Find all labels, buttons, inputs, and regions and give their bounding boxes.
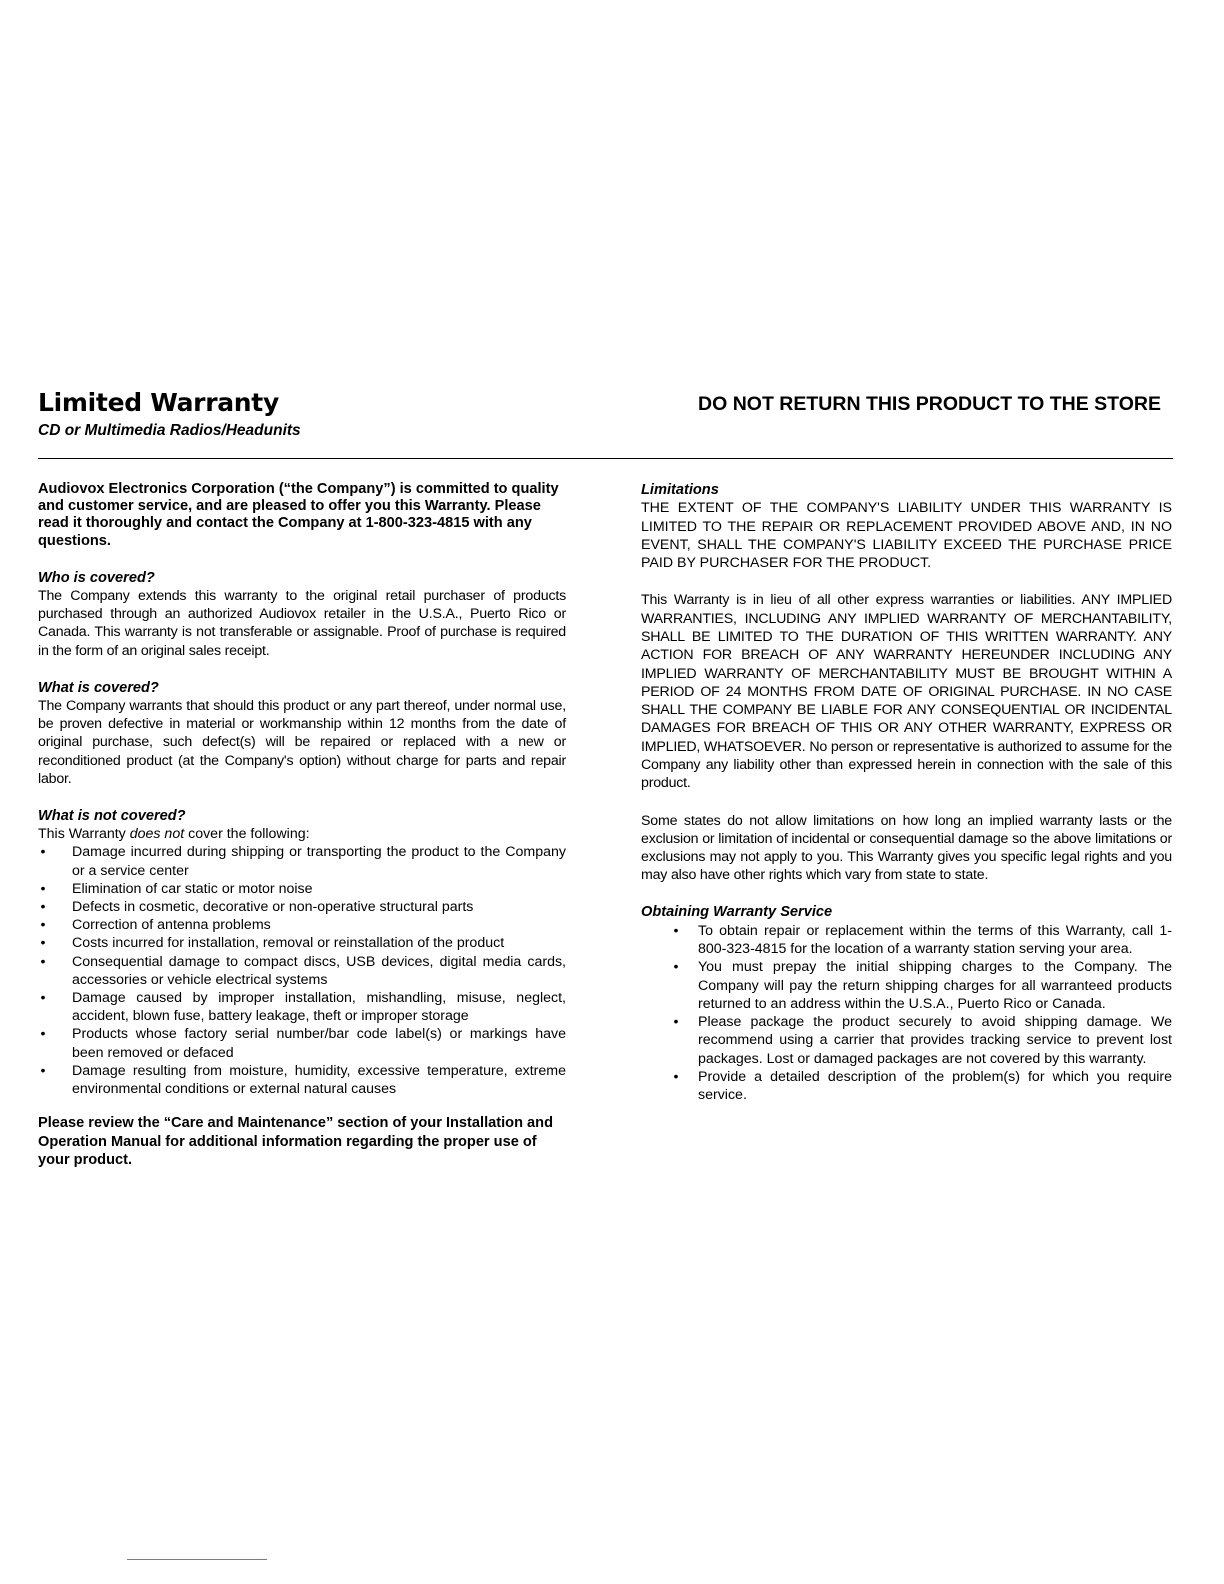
state-rights-text: Some states do not allow limitations on how long an implied warranty lasts or the exclusion or limitation of incidental or consequential damage so the above limitations or exclusions may not apply to you. This Warranty gives you specific legal rights and you may also have other rights which vary from state to state.	[641, 812, 1172, 884]
list-item-text: Please package the product securely to avoid shipping damage. We recommend using a carrier that provides tracking service to prevent lost packages. Lost or damaged packages are not covered by this warranty.	[698, 1014, 1172, 1067]
in-lieu-text: This Warranty is in lieu of all other express warranties or liabilities. ANY IMPLIED WARRANTIES, INCLUDING ANY IMPLIED WARRANTY OF MERCHANTABILITY, SHALL BE LIMITED TO THE DURATION OF THIS WRITTEN WARRANTY. ANY ACTION FOR BREACH OF ANY WARRANTY HEREUNDER INCLUDING ANY IMPLIED WARRANTY OF MERCHANTABILITY MUST BE BROUGHT WITHIN A PERIOD OF 24 MONTHS FROM DATE OF ORIGINAL PURCHASE. IN NO CASE SHALL THE COMPANY BE LIABLE FOR ANY CONSEQUENTIAL OR INCIDENTAL DAMAGES FOR BREACH OF THIS OR ANY OTHER WARRANTY, EXPRESS OR IMPLIED, WHATSOEVER. No person or representative is authorized to assume for the Company any liability other than expressed herein in connection with the sale of this product.	[641, 592, 1172, 792]
not-covered-emphasis: does not	[129, 826, 185, 843]
not-covered-lead-start: This Warranty	[38, 826, 130, 843]
list-item-text: Damage caused by improper installation, mishandling, misuse, neglect, accident, blown fuse, battery leakage, theft or improper storage	[72, 990, 566, 1025]
list-item-text: You must prepay the initial shipping charges to the Company. The Company will pay the return shipping charges for all warranteed products returned to an address within the U.S.A., Puerto Rico or Canada.	[698, 959, 1172, 1012]
list-item-text: Damage incurred during shipping or transporting the product to the Company or a service center	[72, 844, 566, 879]
list-item	[38, 953, 566, 989]
who-covered-text: The Company extends this warranty to the original retail purchaser of products purchased through an authorized Audiovox retailer in the U.S.A., Puerto Rico or Canada. This warranty is not transferable or assignable. Proof of purchase is required in the form of an original sales receipt.	[38, 588, 566, 659]
list-item-text: Consequential damage to compact discs, USB devices, digital media cards, accessories or vehicle electrical systems	[72, 953, 566, 988]
list-item	[38, 1062, 566, 1098]
list-item	[38, 934, 566, 952]
warranty-service-list	[641, 922, 1172, 1105]
bullet-icon: •	[673, 1014, 679, 1031]
bullet-icon: •	[40, 899, 46, 916]
left-column	[38, 481, 566, 1170]
not-covered-heading: What is not covered?	[38, 808, 186, 825]
scan-artifact-line	[127, 1559, 267, 1560]
not-covered-list	[38, 843, 566, 1098]
list-item	[38, 1025, 566, 1061]
intro-statement: Audiovox Electronics Corporation (“the Company”) is committed to quality and customer service, and are pleased to offer you this Warranty. Please read it thoroughly and contact the Company at 1-800-323-4815 with any questions.	[38, 481, 559, 549]
bullet-icon: •	[40, 990, 46, 1007]
bullet-icon: •	[673, 1069, 679, 1086]
list-item-text: Costs incurred for installation, removal or reinstallation of the product	[72, 935, 505, 952]
limitations-heading: Limitations	[641, 482, 719, 498]
list-item-text: Defects in cosmetic, decorative or non-operative structural parts	[72, 899, 474, 916]
bullet-icon: •	[40, 844, 46, 861]
list-item-text: Damage resulting from moisture, humidity, excessive temperature, extreme environmental conditions or external natural causes	[72, 1062, 566, 1098]
store-notice: DO NOT RETURN THIS PRODUCT TO THE STORE	[698, 393, 1161, 415]
bullet-icon: •	[40, 917, 46, 934]
list-item	[38, 898, 566, 916]
list-item	[38, 989, 566, 1025]
list-item-text: To obtain repair or replacement within the terms of this Warranty, call 1-800-323-4815 for the location of a warranty station serving your area.	[698, 922, 1172, 957]
list-item	[641, 1068, 1172, 1105]
list-item-text: Products whose factory serial number/bar code label(s) or markings have been removed or defaced	[72, 1026, 566, 1061]
bullet-icon: •	[40, 1062, 46, 1079]
not-covered-lead-end: cover the following:	[184, 826, 310, 843]
list-item	[641, 958, 1172, 1013]
list-item-text: Elimination of car static or motor noise	[72, 880, 313, 897]
bullet-icon: •	[673, 959, 679, 976]
care-maintenance-note: Please review the “Care and Maintenance” section of your Installation and Operation Manual for additional information regarding the proper use of your product.	[38, 1115, 553, 1169]
bullet-icon: •	[40, 1026, 46, 1043]
list-item	[38, 880, 566, 898]
header-divider	[38, 458, 1173, 459]
page-subtitle: CD or Multimedia Radios/Headunits	[38, 422, 301, 439]
right-column	[641, 481, 1172, 1105]
what-covered-heading: What is covered?	[38, 679, 159, 696]
bullet-icon: •	[40, 935, 46, 952]
list-item	[38, 916, 566, 934]
what-covered-text: The Company warrants that should this product or any part thereof, under normal use, be proven defective in material or workmanship within 12 months from the date of original purchase, such defect(s) will be repaired or replaced with a new or reconditioned product (at the Company's option) without charge for parts and repair labor.	[38, 698, 566, 787]
list-item-text: Provide a detailed description of the problem(s) for which you require service.	[698, 1069, 1172, 1104]
list-item	[38, 843, 566, 879]
bullet-icon: •	[673, 922, 679, 939]
list-item	[641, 1013, 1172, 1068]
bullet-icon: •	[40, 953, 46, 970]
bullet-icon: •	[40, 880, 46, 897]
who-covered-heading: Who is covered?	[38, 569, 155, 586]
page-title: Limited Warranty	[38, 388, 279, 417]
limitations-text: THE EXTENT OF THE COMPANY'S LIABILITY UNDER THIS WARRANTY IS LIMITED TO THE REPAIR OR REPLACEMENT PROVIDED ABOVE AND, IN NO EVENT, SHALL THE COMPANY'S LIABILITY EXCEED THE PURCHASE PRICE PAID BY PURCHASER FOR THE PRODUCT.	[641, 500, 1172, 572]
list-item-text: Correction of antenna problems	[72, 917, 271, 934]
not-covered-lead	[38, 825, 566, 843]
warranty-service-heading: Obtaining Warranty Service	[641, 904, 833, 921]
list-item	[641, 922, 1172, 959]
